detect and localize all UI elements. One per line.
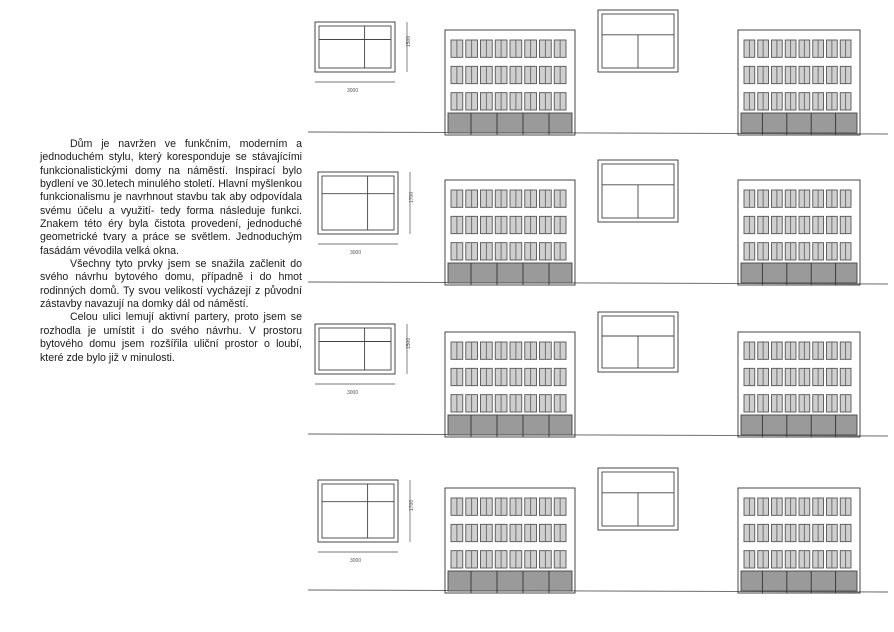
height-dimension: 1700 bbox=[409, 499, 415, 511]
height-dimension: 1500 bbox=[406, 35, 412, 47]
facade-elevation bbox=[445, 30, 575, 135]
facade-elevation bbox=[738, 30, 860, 135]
facade-sketches bbox=[300, 0, 894, 632]
sketch-row-2 bbox=[308, 160, 888, 285]
sketch-row-3 bbox=[308, 312, 888, 437]
paragraph-1: Dům je navržen ve funkčním, moderním a jednoduchém stylu, který koresponduje se stávajícími funkcionalistickými domy na náměstí. Inspirací bylo bydlení ve 30.letech minulého století. Hlavní myšlenkou funkcionalismu je navrhnout stavbu tak aby odpovídala svému účelu a využití- tedy forma následuje funkci. Znakem této éry byla čistota provedení, jednoduché geometrické tvary a práce se světlem. Jednoduchým fasádám vévodila velká okna. bbox=[40, 138, 302, 257]
height-dimension: 1700 bbox=[409, 191, 415, 203]
facade-elevation bbox=[445, 488, 575, 593]
width-dimension: 3000 bbox=[350, 250, 362, 256]
width-dimension: 3000 bbox=[347, 390, 359, 396]
facade-elevation bbox=[738, 332, 860, 437]
facade-elevation bbox=[738, 180, 860, 285]
sketch-row-4 bbox=[308, 468, 888, 593]
height-dimension: 1500 bbox=[406, 337, 412, 349]
sketch-row-1 bbox=[308, 10, 888, 135]
paragraph-2: Všechny tyto prvky jsem se snažila začlenit do svého návrhu bytového domu, případně i do hmot rodinných domů. Ty svou velikostí vycházejí z původní zástavby navazují na domky dál od náměstí. bbox=[40, 258, 302, 311]
facade-elevation bbox=[738, 488, 860, 593]
facade-elevation bbox=[445, 180, 575, 285]
facade-elevation bbox=[445, 332, 575, 437]
paragraph-3: Celou ulici lemují aktivní partery, proto jsem se rozhodla je umístit i do svého návrhu. V prostoru bytového domu jsem rozšířila uliční prostor o loubí, které zde bylo již v minulosti. bbox=[40, 311, 302, 364]
width-dimension: 3000 bbox=[347, 88, 359, 94]
description-text bbox=[40, 138, 302, 365]
width-dimension: 3000 bbox=[350, 558, 362, 564]
